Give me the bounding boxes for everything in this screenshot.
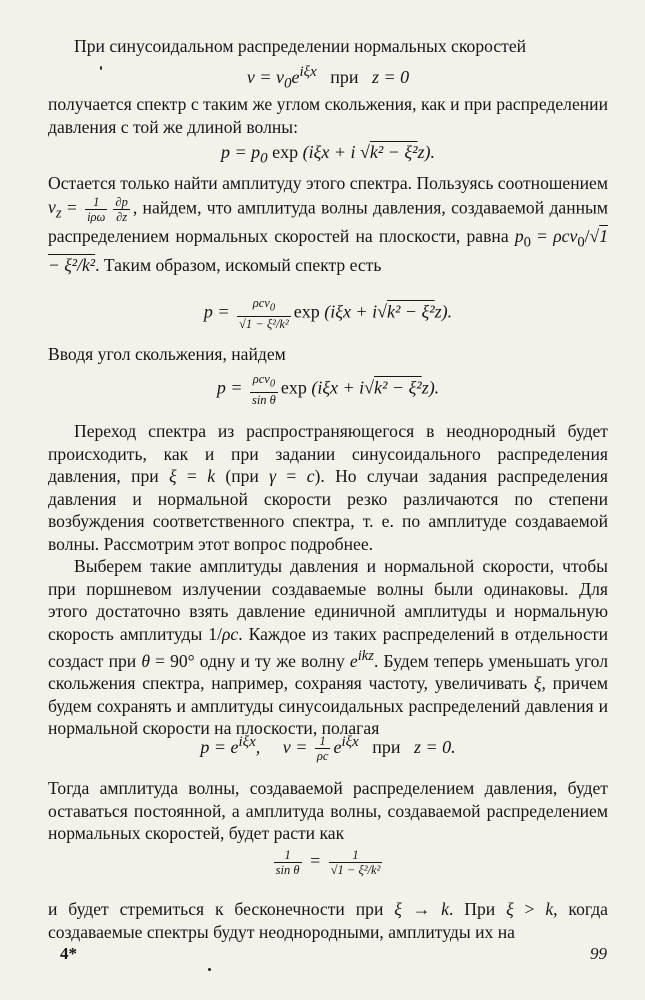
paragraph-8: и будет стремиться к бесконечности при ξ → k. При ξ > k, когда создаваемые спектры будут неоднородными, амплитуды их на — [48, 899, 608, 942]
equation-6: $\frac{1}{\text{sin θ}}$ = $\frac{1}{\text{√1 − ξ²/k²}}$ — [275, 848, 381, 877]
paragraph-1: При синусоидальном распределении нормальных скоростей — [74, 36, 527, 56]
paragraph-6: Выберем такие амплитуды давления и нормальной скорости, чтобы при поршневом излучении создаваемые волны были одинаковы. Для этого достаточно взять давление единичной амплитуды и нормальную скорость амплитуды 1/ρc. Каждое из таких распределений в отдельности создаст при θ = 90° одну и ту же волну $e^{ikz}$. Будем теперь уменьшать угол скольжения спектра, например, сохраняя частоту, увеличивать ξ, причем будем сохранять и амплитуды синусоидальных распределений давления и нормальной скорости на плоскости, полагая — [48, 556, 609, 739]
equation-4: p = $\frac{\rho cv_0}{\text{sin θ}}$ exp (iξx + i√k² − ξ²z). — [216, 372, 440, 407]
page-number: 99 — [590, 944, 607, 963]
paragraph-7: Тогда амплитуда волны, создаваемой распределением давления, будет оставаться постоянной, а амплитуда волны, создаваемой распределением нормальных скоростей, будет расти как — [48, 778, 608, 843]
equation-1: $v = v_0e^{i\xi x}$ при z = 0 — [246, 64, 410, 92]
paragraph-2: получается спектр с таким же углом скольжения, как и при распределении давления с той же длиной волны: — [48, 94, 608, 137]
equation-3: p = $\frac{\rho cv_0}{\text{√1 − ξ²/k²}}$ exp (iξx + i√k² − ξ²z). — [203, 296, 453, 331]
paragraph-5: Переход спектра из распространяющегося в неоднородный будет происходить, как и при задании синусоидального распределения давления, при ξ = k (при γ = c). Но случаи задания распределения давления и нормальной скорости резко различаются по степени возбуждения соответственного спектра, т. е. по амплитуде создаваемой волны. Рассмотрим этот вопрос подробнее. — [48, 421, 608, 554]
paragraph-4: Вводя угол скольжения, найдем — [48, 344, 286, 364]
signature-mark: 4* — [60, 944, 77, 963]
equation-5: $p = e^{i\xi x}$, v = $\frac{1}{\rho c}$ $e^{i\xi x}$ при z = 0. — [200, 734, 456, 764]
print-speck — [100, 66, 102, 70]
paragraph-3: Остается только найти амплитуду этого спектра. Пользуясь соотношением $v_z$ = $\frac{1}{\text{iρω}}$ $\frac{\partial p}{\partial z}$ , найдем, что амплитуда волны давления, создаваемой данным распределением нормальных скоростей на плоскости, равна $p_0 = \rho cv_0/√1 - \xi^2/k^2$. Таким образом, искомый спектр есть — [48, 173, 608, 276]
print-speck — [208, 968, 211, 971]
equation-2: $p = p_0$ exp (iξx + i √k² − ξ²z). — [220, 142, 435, 167]
